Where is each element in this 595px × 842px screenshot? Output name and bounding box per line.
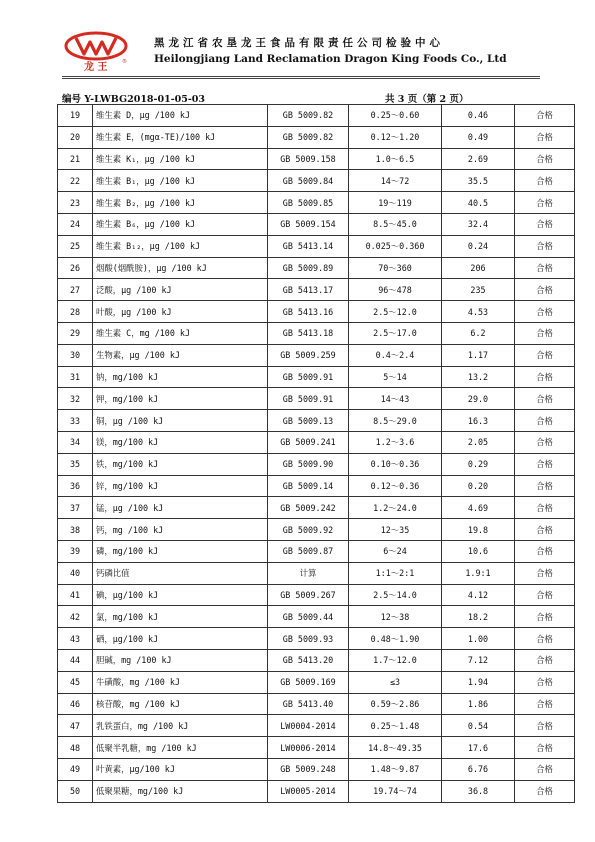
test-standard: GB 5009.13 [268,410,349,432]
standard-range: 0.10～0.36 [349,453,442,475]
test-item: 叶酸，μg /100 kJ [93,301,268,323]
result-verdict: 合格 [515,105,575,127]
test-standard: GB 5413.20 [268,649,349,671]
result-verdict: 合格 [515,780,575,802]
result-verdict: 合格 [515,584,575,606]
row-number: 50 [58,780,93,802]
measured-value: 16.3 [442,410,515,432]
row-number: 20 [58,126,93,148]
standard-range: 14～72 [349,170,442,192]
row-number: 29 [58,322,93,344]
row-number: 22 [58,170,93,192]
measured-value: 1.17 [442,344,515,366]
document-number: 编号 Y-LWBG2018-01-05-03 [62,94,206,105]
table-row [58,519,575,541]
standard-range: 14.8～49.35 [349,737,442,759]
standard-range: 8.5～29.0 [349,410,442,432]
result-verdict: 合格 [515,693,575,715]
company-logo [62,30,134,72]
result-verdict: 合格 [515,453,575,475]
standard-range: 6～24 [349,540,442,562]
test-standard: GB 5009.92 [268,519,349,541]
test-standard: GB 5009.44 [268,606,349,628]
test-item: 低聚半乳糖，mg /100 kJ [93,737,268,759]
test-item: 核苷酸，mg /100 kJ [93,693,268,715]
test-results-table [57,104,575,803]
table-row [58,562,575,584]
measured-value: 1.94 [442,671,515,693]
row-number: 33 [58,410,93,432]
standard-range: 1.0～6.5 [349,148,442,170]
measured-value: 35.5 [442,170,515,192]
result-verdict: 合格 [515,562,575,584]
table-row [58,388,575,410]
standard-range: 5～14 [349,366,442,388]
test-standard: GB 5413.14 [268,235,349,257]
svg-text:®: ® [122,59,127,65]
result-verdict: 合格 [515,540,575,562]
measured-value: 4.53 [442,301,515,323]
result-verdict: 合格 [515,322,575,344]
table-row [58,475,575,497]
row-number: 46 [58,693,93,715]
test-item: 叶黄素，μg/100 kJ [93,758,268,780]
table-row [58,453,575,475]
test-standard: GB 5413.16 [268,301,349,323]
standard-range: 0.25～0.60 [349,105,442,127]
measured-value: 10.6 [442,540,515,562]
row-number: 30 [58,344,93,366]
result-verdict: 合格 [515,628,575,650]
test-item: 乳铁蛋白，mg /100 kJ [93,715,268,737]
table-row [58,148,575,170]
test-standard: GB 5009.169 [268,671,349,693]
standard-range: 0.25～1.48 [349,715,442,737]
test-standard: LW0004-2014 [268,715,349,737]
standard-range: 2.5～14.0 [349,584,442,606]
measured-value: 0.49 [442,126,515,148]
row-number: 40 [58,562,93,584]
measured-value: 1.00 [442,628,515,650]
result-verdict: 合格 [515,192,575,214]
standard-range: 12～35 [349,519,442,541]
test-standard: 计算 [268,562,349,584]
measured-value: 0.24 [442,235,515,257]
result-verdict: 合格 [515,431,575,453]
test-item: 维生素 C，mg /100 kJ [93,322,268,344]
result-verdict: 合格 [515,388,575,410]
table-row [58,715,575,737]
result-verdict: 合格 [515,366,575,388]
test-item: 锰，μg /100 kJ [93,497,268,519]
test-item: 硒，μg/100 kJ [93,628,268,650]
result-verdict: 合格 [515,126,575,148]
measured-value: 4.69 [442,497,515,519]
table-row [58,758,575,780]
standard-range: 19～119 [349,192,442,214]
table-row [58,279,575,301]
standard-range: 96～478 [349,279,442,301]
standard-range: 12～38 [349,606,442,628]
company-name-en: Heilongjiang Land Reclamation Dragon King Foods Co., Ltd [154,53,507,65]
test-item: 维生素 D，μg /100 kJ [93,105,268,127]
row-number: 25 [58,235,93,257]
standard-range: 70～360 [349,257,442,279]
test-standard: GB 5009.90 [268,453,349,475]
test-item: 维生素 B₁₂，μg /100 kJ [93,235,268,257]
result-verdict: 合格 [515,344,575,366]
test-item: 锌，mg/100 kJ [93,475,268,497]
row-number: 27 [58,279,93,301]
standard-range: 1.2～24.0 [349,497,442,519]
result-verdict: 合格 [515,148,575,170]
test-standard: GB 5009.91 [268,388,349,410]
table-row [58,606,575,628]
measured-value: 40.5 [442,192,515,214]
row-number: 36 [58,475,93,497]
test-item: 钠，mg/100 kJ [93,366,268,388]
test-standard: GB 5009.89 [268,257,349,279]
table-row [58,213,575,235]
test-item: 泛酸，μg /100 kJ [93,279,268,301]
measured-value: 1.9:1 [442,562,515,584]
result-verdict: 合格 [515,758,575,780]
measured-value: 1.86 [442,693,515,715]
row-number: 42 [58,606,93,628]
standard-range: ≤3 [349,671,442,693]
test-item: 铜，μg /100 kJ [93,410,268,432]
standard-range: 2.5～12.0 [349,301,442,323]
result-verdict: 合格 [515,213,575,235]
measured-value: 19.8 [442,519,515,541]
test-item: 牛磺酸，mg /100 kJ [93,671,268,693]
standard-range: 0.12～0.36 [349,475,442,497]
result-verdict: 合格 [515,257,575,279]
result-verdict: 合格 [515,475,575,497]
letterhead [62,30,542,72]
test-item: 维生素 B₁，μg /100 kJ [93,170,268,192]
test-item: 低聚果糖，mg/100 kJ [93,780,268,802]
test-item: 胆碱，mg /100 kJ [93,649,268,671]
table-row [58,410,575,432]
table-row [58,192,575,214]
measured-value: 2.05 [442,431,515,453]
test-standard: GB 5009.14 [268,475,349,497]
measured-value: 13.2 [442,366,515,388]
test-item: 维生素 E，(mgα-TE)/100 kJ [93,126,268,148]
result-verdict: 合格 [515,606,575,628]
table-row [58,737,575,759]
measured-value: 36.8 [442,780,515,802]
row-number: 34 [58,431,93,453]
row-number: 38 [58,519,93,541]
row-number: 39 [58,540,93,562]
measured-value: 6.2 [442,322,515,344]
table-row [58,126,575,148]
result-verdict: 合格 [515,279,575,301]
measured-value: 235 [442,279,515,301]
test-standard: GB 5009.84 [268,170,349,192]
result-verdict: 合格 [515,235,575,257]
row-number: 48 [58,737,93,759]
table-row [58,497,575,519]
test-item: 碘，μg/100 kJ [93,584,268,606]
row-number: 45 [58,671,93,693]
standard-range: 1.2～3.6 [349,431,442,453]
row-number: 28 [58,301,93,323]
header-rule-thin [62,78,540,79]
result-verdict: 合格 [515,170,575,192]
test-item: 钙磷比值 [93,562,268,584]
row-number: 37 [58,497,93,519]
test-standard: GB 5009.158 [268,148,349,170]
table-row [58,235,575,257]
standard-range: 0.025～0.360 [349,235,442,257]
result-verdict: 合格 [515,497,575,519]
table-row [58,780,575,802]
row-number: 31 [58,366,93,388]
measured-value: 6.76 [442,758,515,780]
measured-value: 2.69 [442,148,515,170]
measured-value: 17.6 [442,737,515,759]
row-number: 21 [58,148,93,170]
test-standard: GB 5413.17 [268,279,349,301]
test-item: 维生素 B₆，μg /100 kJ [93,213,268,235]
result-verdict: 合格 [515,671,575,693]
test-standard: GB 5413.18 [268,322,349,344]
table-row [58,671,575,693]
row-number: 41 [58,584,93,606]
row-number: 35 [58,453,93,475]
table-row [58,431,575,453]
standard-range: 8.5～45.0 [349,213,442,235]
test-standard: GB 5009.242 [268,497,349,519]
standard-range: 19.74～74 [349,780,442,802]
row-number: 32 [58,388,93,410]
test-standard: GB 5009.154 [268,213,349,235]
standard-range: 1.48～9.87 [349,758,442,780]
logo-text: 龙 王 [84,62,108,72]
test-item: 维生素 K₁，μg /100 kJ [93,148,268,170]
standard-range: 1:1～2:1 [349,562,442,584]
test-standard: GB 5009.241 [268,431,349,453]
test-standard: GB 5009.259 [268,344,349,366]
result-verdict: 合格 [515,649,575,671]
company-name-cn: 黑龙江省农垦龙王食品有限责任公司检验中心 [154,37,444,49]
result-verdict: 合格 [515,715,575,737]
test-item: 钙，mg /100 kJ [93,519,268,541]
table-row [58,584,575,606]
result-verdict: 合格 [515,737,575,759]
measured-value: 32.4 [442,213,515,235]
test-standard: GB 5009.248 [268,758,349,780]
table-row [58,628,575,650]
table-row [58,540,575,562]
test-standard: GB 5413.40 [268,693,349,715]
test-standard: GB 5009.85 [268,192,349,214]
table-row [58,322,575,344]
measured-value: 0.46 [442,105,515,127]
measured-value: 0.54 [442,715,515,737]
test-item: 钾，mg/100 kJ [93,388,268,410]
standard-range: 0.12～1.20 [349,126,442,148]
standard-range: 0.4～2.4 [349,344,442,366]
row-number: 24 [58,213,93,235]
row-number: 26 [58,257,93,279]
measured-value: 0.20 [442,475,515,497]
row-number: 49 [58,758,93,780]
test-item: 镁，mg/100 kJ [93,431,268,453]
result-verdict: 合格 [515,519,575,541]
measured-value: 0.29 [442,453,515,475]
test-standard: GB 5009.82 [268,126,349,148]
measured-value: 4.12 [442,584,515,606]
table-row [58,170,575,192]
header-rule [62,76,540,77]
standard-range: 2.5～17.0 [349,322,442,344]
test-standard: LW0006-2014 [268,737,349,759]
row-number: 23 [58,192,93,214]
standard-range: 1.7～12.0 [349,649,442,671]
standard-range: 14～43 [349,388,442,410]
test-item: 铁，mg/100 kJ [93,453,268,475]
row-number: 43 [58,628,93,650]
test-standard: GB 5009.91 [268,366,349,388]
test-standard: GB 5009.87 [268,540,349,562]
measured-value: 29.0 [442,388,515,410]
row-number: 47 [58,715,93,737]
test-standard: GB 5009.82 [268,105,349,127]
test-item: 磷，mg/100 kJ [93,540,268,562]
table-row [58,301,575,323]
table-row [58,344,575,366]
result-verdict: 合格 [515,410,575,432]
measured-value: 206 [442,257,515,279]
standard-range: 0.48～1.90 [349,628,442,650]
table-row [58,693,575,715]
test-standard: GB 5009.93 [268,628,349,650]
test-item: 维生素 B₂，μg /100 kJ [93,192,268,214]
table-row [58,105,575,127]
test-item: 氯，mg/100 kJ [93,606,268,628]
test-standard: GB 5009.267 [268,584,349,606]
result-verdict: 合格 [515,301,575,323]
row-number: 44 [58,649,93,671]
table-row [58,257,575,279]
row-number: 19 [58,105,93,127]
table-row [58,366,575,388]
measured-value: 7.12 [442,649,515,671]
standard-range: 0.59～2.86 [349,693,442,715]
test-standard: LW0005-2014 [268,780,349,802]
test-item: 生物素，μg /100 kJ [93,344,268,366]
page-indicator: 共 3 页（第 2 页） [385,94,469,105]
test-item: 烟酸(烟酰胺)，μg /100 kJ [93,257,268,279]
table-row [58,649,575,671]
measured-value: 18.2 [442,606,515,628]
